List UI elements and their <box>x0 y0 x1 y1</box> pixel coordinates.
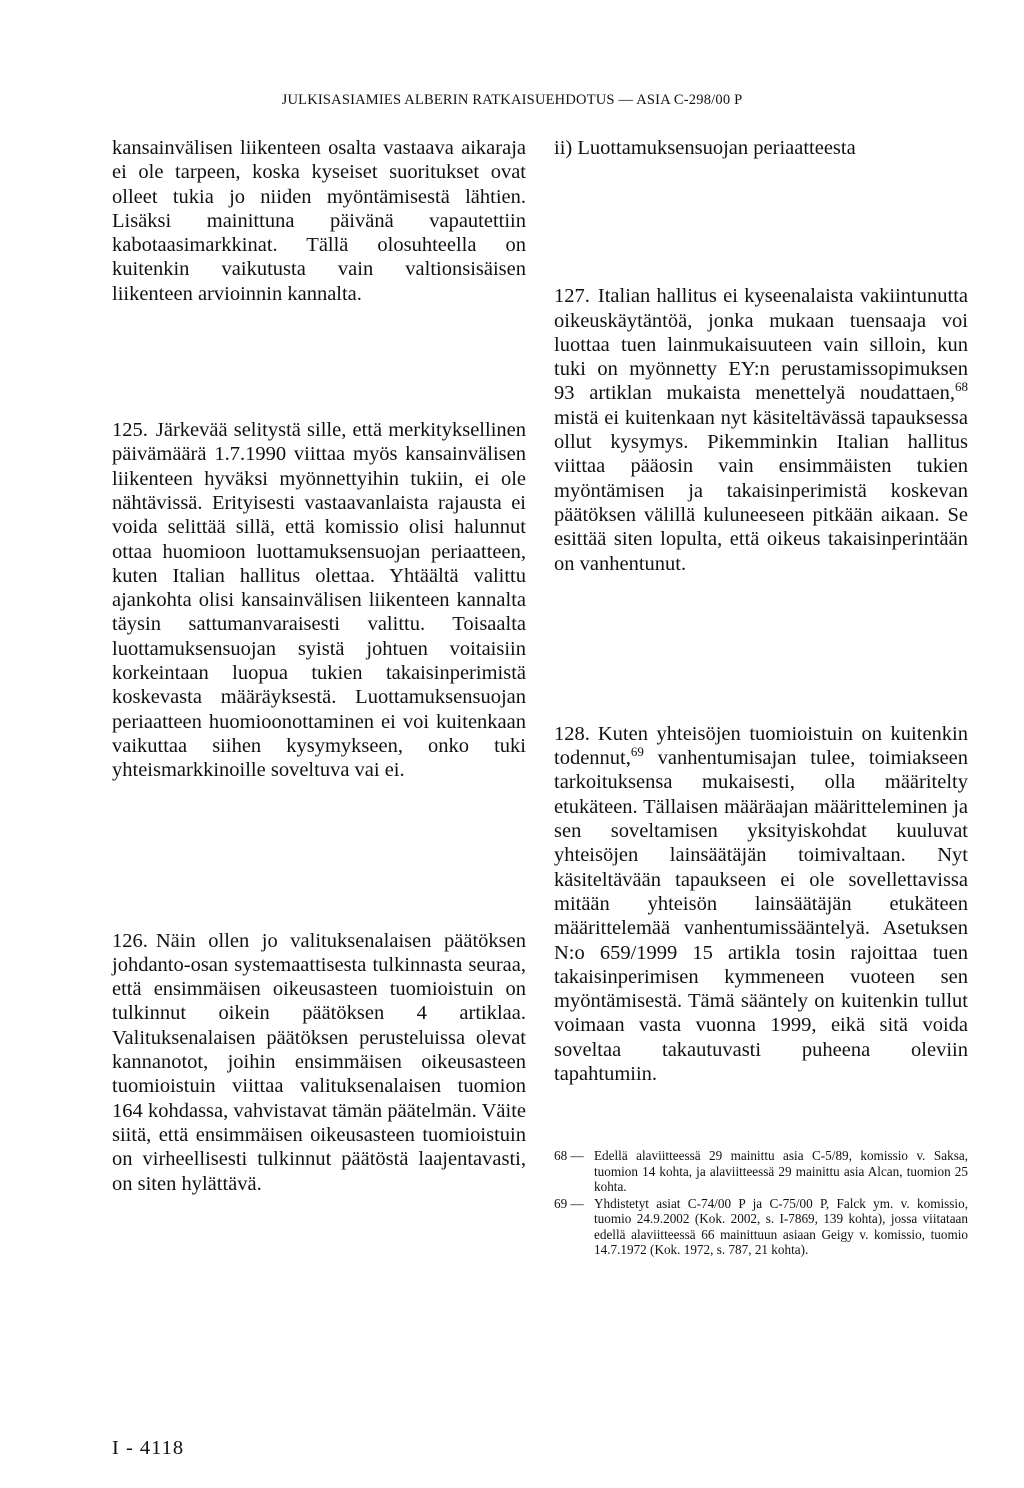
page-number: I - 4118 <box>112 1437 185 1459</box>
footnote-number: 69 — <box>554 1195 584 1211</box>
paragraph-text: vanhentumisajan tulee, toimiakseen tarkoituksensa mukaisesti, olla määritelty etukäteen. Tällaisen määräajan määritteleminen ja sen soveltamisen yksityiskohdat kuuluvat yhteisöjen lainsäätäjän toimivaltaan. Nyt käsiteltävään tapaukseen ei ole sovellettavissa mitään yhteisön lainsäätäjän etukäteen määrittelemää vanhentumissääntelyä. Asetuksen N:o 659/1999 15 artikla tosin rajoittaa tuen takaisinperimisen kymmeneen vuoteen sen myöntämisestä. Tämä sääntely on kuitenkin tullut voimaan vasta vuonna 1999, eikä sitä voida soveltaa takautuvasti puheena oleviin tapahtumiin. <box>554 747 968 1086</box>
footnote <box>554 1196 968 1258</box>
footnotes <box>554 1148 968 1258</box>
paragraph-number: 127. <box>554 285 590 308</box>
running-header: JULKISASIAMIES ALBERIN RATKAISUEHDOTUS — ASIA C-298/00 P <box>281 92 743 108</box>
footnote-reference[interactable]: 69 <box>630 744 644 760</box>
footnote-number: 68 — <box>554 1148 584 1164</box>
paragraph-127 <box>554 284 968 576</box>
paragraph-text: mistä ei kuitenkaan nyt käsiteltävässä tapauksessa ollut kysymys. Pikemminkin Italian hallitus viittaa pääosin vain ensimmäisten tukien myöntämisen ja takaisinperimistä koskevan päätöksen välillä kuluneeseen pitkään aikaan. Se esittää siten lopulta, että oikeus takaisinperintään on vanhentunut. <box>554 406 968 575</box>
paragraph-number: 126. <box>112 929 148 952</box>
paragraph-text: Italian hallitus ei kyseenalaista vakiintunutta oikeuskäytäntöä, jonka mukaan tuensaaja voi luottaa tuen lainmukaisuuteen vain silloin, kun tuki on myönnetty EY:n perustamissopimuksen 93 artiklan mukaista menettelyä noudattaen, <box>554 285 968 405</box>
paragraph-continuation: kansainvälisen liikenteen osalta vastaava aikaraja ei ole tarpeen, koska kyseiset suoritukset ovat olleet tukia jo niiden myöntämisestä lähtien. Lisäksi mainittuna päivänä vapautettiin kabotaasimarkkinat. Tällä olosuhteella on kuitenkin vaikutusta vain valtionsisäisen liikenteen arvioinnin kannalta. <box>112 137 526 305</box>
paragraph-text: Näin ollen jo valituksenalaisen päätöksen johdanto-osan systemaattisesta tulkinnasta seuraa, että ensimmäisen oikeusasteen tuomioistuin on tulkinnut oikein päätöksen 4 artiklaa. Valituksenalaisen päätöksen perusteluissa olevat kannanotot, joihin ensimmäisen oikeusasteen tuomioistuin viittaa valituksenalaisen tuomion 164 kohdassa, vahvistavat tämän päätelmän. Väite siitä, että ensimmäisen oikeusasteen tuomioistuin on virheellisesti tulkinnut päätöstä laajentavasti, on siten hylättävä. <box>112 929 526 1195</box>
footnote-text: Edellä alaviitteessä 29 mainittu asia C-5/89, komissio v. Saksa, tuomion 14 kohta, ja alaviitteessä 29 mainittu asia Alcan, tuomion 25 kohta. <box>594 1148 968 1195</box>
right-column <box>554 136 968 1259</box>
footnote-reference[interactable]: 68 <box>955 379 968 395</box>
footnote-text: Yhdistetyt asiat C-74/00 P ja C-75/00 P, Falck ym. v. komissio, tuomio 24.9.2002 (Kok. 2002, s. I-7869, 139 kohta), jossa viitataan edellä alaviitteessä 66 mainittuun asiaan Geigy v. komissio, tuomio 14.7.1972 (Kok. 1972, s. 787, 21 kohta). <box>594 1195 968 1258</box>
left-column <box>112 136 526 1196</box>
footnote <box>554 1148 968 1195</box>
paragraph-number: 125. <box>112 419 148 442</box>
paragraph-text: Järkevää selitystä sille, että merkityksellinen päivämäärä 1.7.1990 viittaa myös kansainvälisen liikenteen hyväksi myönnettyihin tukiin, ei ole nähtävissä. Erityisesti vastaavanlaista rajausta ei voida selittää sillä, että komissio olisi halunnut ottaa huomioon luottamuksensuojan periaatteen, kuten Italian hallitus olettaa. Yhtäältä valittu ajankohta olisi kansainvälisen liikenteen kannalta täysin sattumanvaraisesti valittu. Toisaalta luottamuksensuojan syistä johtuen voitaisiin korkeintaan luopua tukien takaisinperimistä koskevasta määräyksestä. Luottamuksensuojan periaatteen huomioonottaminen ei voi kuitenkaan vaikuttaa siihen kysymykseen, onko tuki yhteismarkkinoille soveltuva vai ei. <box>112 419 526 782</box>
paragraph-number: 128. <box>554 722 590 745</box>
paragraph-128 <box>554 722 968 1086</box>
section-heading: ii) Luottamuksensuojan periaatteesta <box>554 137 856 159</box>
paragraph-text: Kuten yhteisöjen tuomioistuin on kuitenkin todennut, <box>554 722 968 770</box>
paragraph-125 <box>112 418 526 782</box>
paragraph-126 <box>112 929 526 1196</box>
